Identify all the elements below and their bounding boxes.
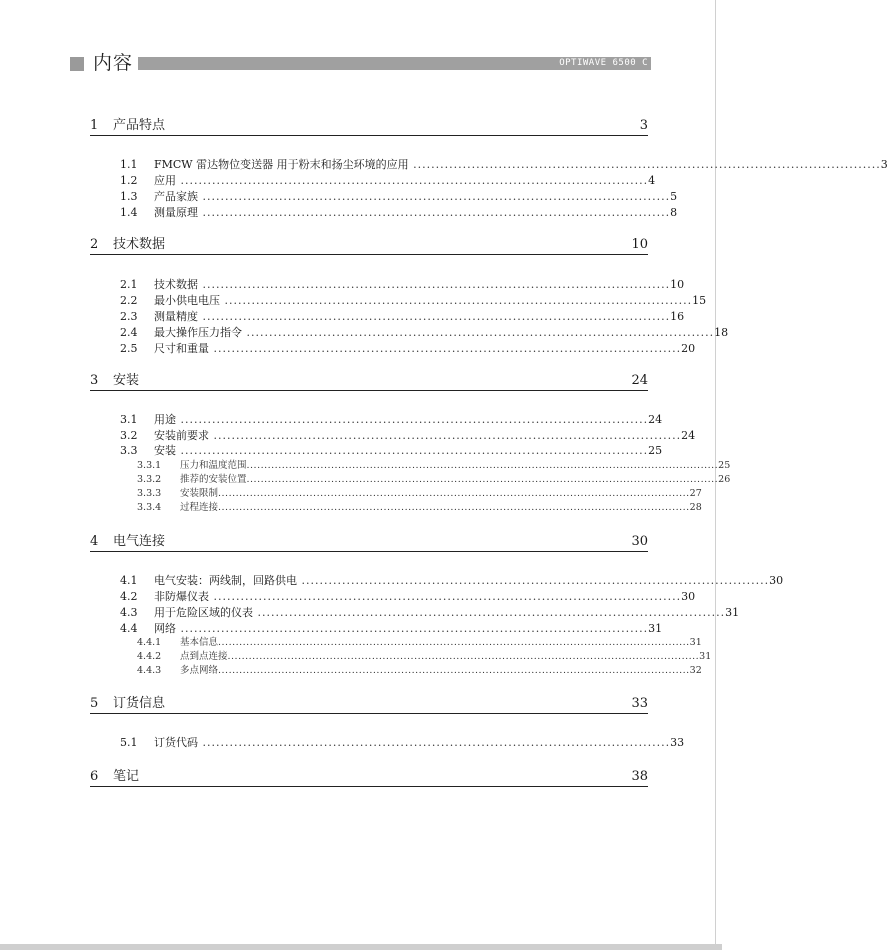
toc-item-3-3-3[interactable] bbox=[137, 487, 702, 501]
item-page: 31 bbox=[725, 606, 740, 619]
toc-item-1-1[interactable] bbox=[120, 157, 888, 173]
item-title: 产品家族 bbox=[154, 190, 198, 203]
item-title: 尺寸和重量 bbox=[154, 342, 209, 355]
item-page: 4 bbox=[648, 174, 656, 187]
item-number: 5.1 bbox=[120, 736, 138, 749]
item-number: 3.3 bbox=[120, 444, 138, 457]
item-title: 非防爆仪表 bbox=[154, 590, 209, 603]
leader-dots: ...................................................................................................................................... bbox=[218, 488, 690, 499]
leader-dots: ........................................................................................................ bbox=[220, 294, 693, 307]
item-number: 4.1 bbox=[120, 574, 138, 587]
toc-item-3-3-2[interactable] bbox=[137, 473, 731, 487]
leader-dots: ........................................................................................................ bbox=[176, 444, 649, 457]
item-number: 4.4.1 bbox=[137, 637, 162, 648]
item-title: 用途 bbox=[154, 413, 176, 426]
section-number: 5 bbox=[90, 696, 99, 711]
item-number: 3.1 bbox=[120, 413, 138, 426]
page-bottom-edge bbox=[0, 944, 722, 950]
section-title: 电气连接 bbox=[113, 534, 166, 549]
item-page: 16 bbox=[670, 310, 685, 323]
leader-dots: ........................................................................................................ bbox=[408, 158, 881, 171]
leader-dots: ...................................................................................................................................... bbox=[246, 460, 719, 471]
toc-item-5-1[interactable] bbox=[120, 735, 685, 751]
toc-item-2-4[interactable] bbox=[120, 325, 729, 341]
item-title: 压力和温度范围 bbox=[180, 460, 247, 471]
leader-dots: ........................................................................................................ bbox=[176, 413, 649, 426]
item-page: 31 bbox=[699, 651, 712, 662]
item-page: 25 bbox=[718, 460, 731, 471]
item-title: 测量精度 bbox=[154, 310, 198, 323]
item-number: 4.4 bbox=[120, 622, 138, 635]
toc-item-3-1[interactable] bbox=[120, 412, 663, 428]
item-page: 30 bbox=[681, 590, 696, 603]
leader-dots: ...................................................................................................................................... bbox=[246, 474, 719, 485]
section-title: 笔记 bbox=[113, 769, 140, 784]
item-page: 27 bbox=[689, 488, 702, 499]
item-page: 15 bbox=[692, 294, 707, 307]
leader-dots: ...................................................................................................................................... bbox=[227, 651, 700, 662]
item-number: 2.1 bbox=[120, 278, 138, 291]
section-title: 技术数据 bbox=[113, 237, 166, 252]
section-number: 2 bbox=[90, 237, 99, 252]
item-page: 10 bbox=[670, 278, 685, 291]
item-page: 32 bbox=[689, 665, 702, 676]
item-title: 多点网络 bbox=[180, 665, 219, 676]
item-page: 26 bbox=[718, 474, 731, 485]
item-title: 最小供电电压 bbox=[154, 294, 220, 307]
item-title: 应用 bbox=[154, 174, 176, 187]
item-number: 3.2 bbox=[120, 429, 138, 442]
toc-item-3-3[interactable] bbox=[120, 443, 663, 459]
section-title: 订货信息 bbox=[113, 696, 166, 711]
item-page: 33 bbox=[670, 736, 685, 749]
item-number: 2.2 bbox=[120, 294, 138, 307]
toc-item-1-2[interactable] bbox=[120, 173, 656, 189]
item-title: 点到点连接 bbox=[180, 651, 228, 662]
toc-item-3-3-1[interactable] bbox=[137, 459, 731, 473]
item-number: 1.3 bbox=[120, 190, 138, 203]
toc-section-5[interactable] bbox=[90, 695, 648, 714]
toc-item-2-1[interactable] bbox=[120, 277, 685, 293]
item-title: 技术数据 bbox=[154, 278, 198, 291]
item-page: 25 bbox=[648, 444, 663, 457]
item-number: 3.3.4 bbox=[137, 502, 162, 513]
item-number: 4.2 bbox=[120, 590, 138, 603]
item-page: 24 bbox=[648, 413, 663, 426]
header-square-marker bbox=[70, 57, 84, 71]
item-page: 28 bbox=[689, 502, 702, 513]
leader-dots: ........................................................................................................ bbox=[253, 606, 726, 619]
item-number: 4.4.2 bbox=[137, 651, 162, 662]
item-page: 30 bbox=[769, 574, 784, 587]
item-title: 过程连接 bbox=[180, 502, 219, 513]
leader-dots: ........................................................................................................ bbox=[198, 190, 671, 203]
section-page: 38 bbox=[631, 769, 648, 784]
item-number: 3.3.2 bbox=[137, 474, 162, 485]
item-page: 5 bbox=[670, 190, 678, 203]
section-number: 1 bbox=[90, 118, 99, 133]
section-page: 30 bbox=[631, 534, 648, 549]
leader-dots: ...................................................................................................................................... bbox=[218, 502, 690, 513]
section-title: 安装 bbox=[113, 373, 140, 388]
section-number: 4 bbox=[90, 534, 99, 549]
item-title: 最大操作压力指令 bbox=[154, 326, 242, 339]
leader-dots: ...................................................................................................................................... bbox=[218, 665, 690, 676]
item-number: 2.3 bbox=[120, 310, 138, 323]
item-page: 24 bbox=[681, 429, 696, 442]
header-bar bbox=[138, 57, 651, 70]
item-number: 2.5 bbox=[120, 342, 138, 355]
toc-section-3[interactable] bbox=[90, 372, 648, 391]
item-page: 8 bbox=[670, 206, 678, 219]
item-title: FMCW 雷达物位变送器 用于粉末和扬尘环境的应用 bbox=[154, 158, 409, 171]
leader-dots: ...................................................................................................................................... bbox=[218, 637, 690, 648]
leader-dots: ........................................................................................................ bbox=[297, 574, 770, 587]
toc-item-4-2[interactable] bbox=[120, 589, 696, 605]
item-title: 测量原理 bbox=[154, 206, 198, 219]
toc-item-4-4-2[interactable] bbox=[137, 650, 712, 664]
leader-dots: ........................................................................................................ bbox=[198, 278, 671, 291]
section-title: 产品特点 bbox=[113, 118, 166, 133]
leader-dots: ........................................................................................................ bbox=[209, 342, 682, 355]
section-page: 33 bbox=[631, 696, 648, 711]
toc-item-4-1[interactable] bbox=[120, 573, 784, 589]
item-number: 1.1 bbox=[120, 158, 138, 171]
item-title: 安装前要求 bbox=[154, 429, 209, 442]
item-number: 3.3.1 bbox=[137, 460, 162, 471]
section-page: 10 bbox=[631, 237, 648, 252]
item-page: 31 bbox=[648, 622, 663, 635]
item-title: 安装 bbox=[154, 444, 176, 457]
toc-section-1[interactable] bbox=[90, 117, 648, 136]
page-title: 内容 bbox=[93, 52, 134, 74]
product-name: OPTIWAVE 6500 C bbox=[559, 58, 648, 68]
toc-item-2-5[interactable] bbox=[120, 341, 696, 357]
item-title: 基本信息 bbox=[180, 637, 219, 648]
item-title: 电气安装：两线制，回路供电 bbox=[154, 574, 297, 587]
item-title: 推荐的安装位置 bbox=[180, 474, 247, 485]
toc-item-1-3[interactable] bbox=[120, 189, 678, 205]
item-title: 安装限制 bbox=[180, 488, 219, 499]
item-title: 网络 bbox=[154, 622, 176, 635]
leader-dots: ........................................................................................................ bbox=[176, 622, 649, 635]
section-number: 3 bbox=[90, 373, 99, 388]
toc-item-4-4[interactable] bbox=[120, 621, 663, 637]
toc-section-4[interactable] bbox=[90, 533, 648, 552]
item-number: 1.4 bbox=[120, 206, 138, 219]
item-number: 2.4 bbox=[120, 326, 138, 339]
leader-dots: ........................................................................................................ bbox=[198, 736, 671, 749]
item-page: 20 bbox=[681, 342, 696, 355]
item-number: 3.3.3 bbox=[137, 488, 162, 499]
toc-item-3-2[interactable] bbox=[120, 428, 696, 444]
toc-item-1-4[interactable] bbox=[120, 205, 678, 221]
section-number: 6 bbox=[90, 769, 99, 784]
leader-dots: ........................................................................................................ bbox=[242, 326, 715, 339]
leader-dots: ........................................................................................................ bbox=[209, 590, 682, 603]
toc-section-2[interactable] bbox=[90, 236, 648, 255]
leader-dots: ........................................................................................................ bbox=[198, 206, 671, 219]
toc-item-2-3[interactable] bbox=[120, 309, 685, 325]
toc-item-3-3-4[interactable] bbox=[137, 501, 702, 515]
item-number: 1.2 bbox=[120, 174, 138, 187]
toc-section-6[interactable] bbox=[90, 768, 648, 787]
section-page: 3 bbox=[639, 118, 648, 133]
section-page: 24 bbox=[631, 373, 648, 388]
leader-dots: ........................................................................................................ bbox=[209, 429, 682, 442]
item-number: 4.3 bbox=[120, 606, 138, 619]
leader-dots: ........................................................................................................ bbox=[198, 310, 671, 323]
toc-item-4-4-1[interactable] bbox=[137, 636, 702, 650]
item-title: 用于危险区域的仪表 bbox=[154, 606, 253, 619]
item-page: 31 bbox=[689, 637, 702, 648]
item-number: 4.4.3 bbox=[137, 665, 162, 676]
leader-dots: ........................................................................................................ bbox=[176, 174, 649, 187]
item-title: 订货代码 bbox=[154, 736, 198, 749]
toc-item-2-2[interactable] bbox=[120, 293, 707, 309]
toc-item-4-3[interactable] bbox=[120, 605, 740, 621]
item-page: 3 bbox=[880, 158, 888, 171]
item-page: 18 bbox=[714, 326, 729, 339]
toc-item-4-4-3[interactable] bbox=[137, 664, 702, 678]
